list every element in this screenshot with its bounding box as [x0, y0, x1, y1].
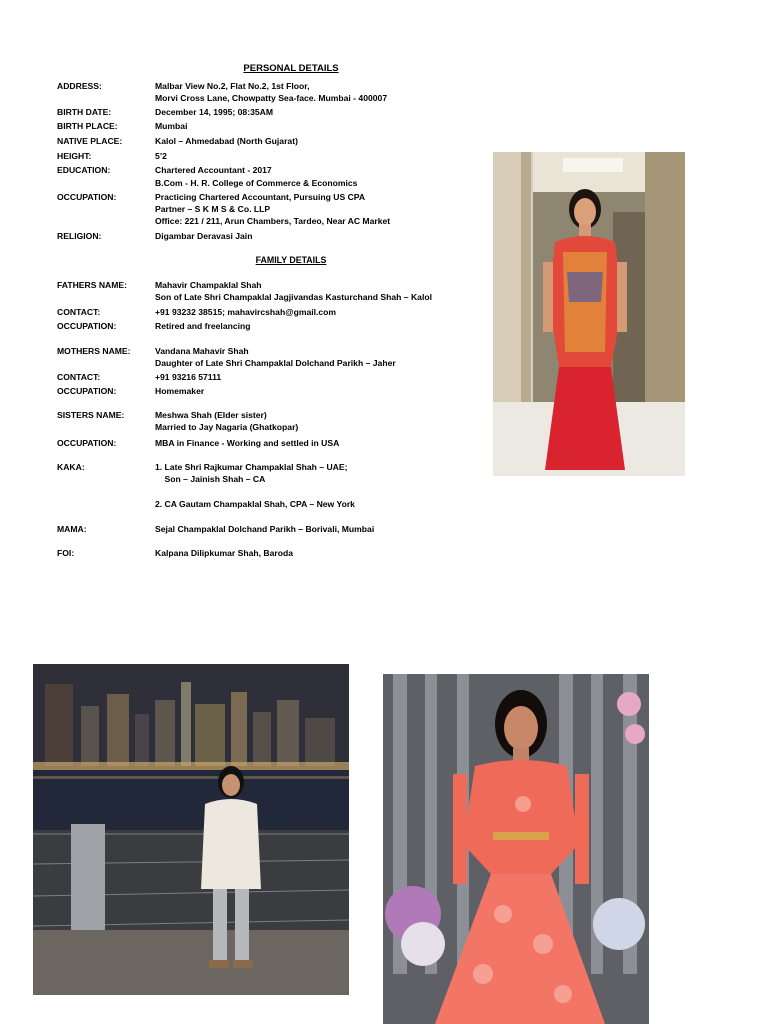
mother-occupation-value: Homemaker [155, 386, 205, 396]
father-lineage: Son of Late Shri Champaklal Jagjivandas Kasturchand Shah – Kalol [155, 292, 432, 302]
foi-value: Kalpana Dilipkumar Shah, Baroda [155, 548, 294, 558]
birth-place-value: Mumbai [155, 121, 188, 131]
birth-date-label: BIRTH DATE: [57, 107, 112, 117]
mother-occupation-label: OCCUPATION: [57, 386, 117, 396]
religion-label: RELIGION: [57, 231, 102, 241]
birth-place-label: BIRTH PLACE: [57, 121, 118, 131]
skyline-photo [33, 664, 349, 995]
father-name: Mahavir Champaklal Shah [155, 280, 262, 290]
address-label: ADDRESS: [57, 81, 102, 91]
portrait-photo-floral [383, 674, 649, 1024]
occupation-line-3: Office: 221 / 211, Arun Chambers, Tardeo, Near AC Market [155, 216, 391, 226]
father-contact-label: CONTACT: [57, 307, 101, 317]
portrait-photo-indoor [493, 152, 685, 476]
religion-value: Digambar Deravasi Jain [155, 231, 253, 241]
education-line-1: Chartered Accountant - 2017 [155, 165, 272, 175]
height-label: HEIGHT: [57, 151, 92, 161]
sister-married: Married to Jay Nagaria (Ghatkopar) [155, 422, 299, 432]
personal-details-title: PERSONAL DETAILS [243, 63, 339, 74]
mama-label: MAMA: [57, 524, 87, 534]
kaka-line-3: 2. CA Gautam Champaklal Shah, CPA – New York [155, 499, 355, 509]
mother-contact-label: CONTACT: [57, 372, 101, 382]
father-occupation-label: OCCUPATION: [57, 321, 117, 331]
kaka-label: KAKA: [57, 462, 85, 472]
father-contact-value: +91 93232 38515; mahavircshah@gmail.com [155, 307, 337, 317]
mother-label: MOTHERS NAME: [57, 346, 131, 356]
sister-name: Meshwa Shah (Elder sister) [155, 410, 267, 420]
mama-value: Sejal Champaklal Dolchand Parikh – Borivali, Mumbai [155, 524, 375, 534]
education-label: EDUCATION: [57, 165, 111, 175]
occupation-line-2: Partner – S K M S & Co. LLP [155, 204, 271, 214]
address-line-1: Malbar View No.2, Flat No.2, 1st Floor, [155, 81, 310, 91]
mother-lineage: Daughter of Late Shri Champaklal Dolchand Parikh – Jaher [155, 358, 396, 368]
sister-occupation-label: OCCUPATION: [57, 438, 117, 448]
kaka-line-1: 1. Late Shri Rajkumar Champaklal Shah – UAE; [155, 462, 348, 472]
kaka-line-2: Son – Jainish Shah – CA [155, 474, 266, 484]
native-place-label: NATIVE PLACE: [57, 136, 123, 146]
birth-date-value: December 14, 1995; 08:35AM [155, 107, 273, 117]
height-value: 5’2 [155, 151, 167, 161]
native-place-value: Kalol – Ahmedabad (North Gujarat) [155, 136, 298, 146]
occupation-line-1: Practicing Chartered Accountant, Pursuing US CPA [155, 192, 366, 202]
sister-label: SISTERS NAME: [57, 410, 125, 420]
mother-contact-value: +91 93216 57111 [155, 372, 222, 382]
occupation-label: OCCUPATION: [57, 192, 117, 202]
father-occupation-value: Retired and freelancing [155, 321, 251, 331]
sister-occupation-value: MBA in Finance - Working and settled in USA [155, 438, 340, 448]
address-line-2: Morvi Cross Lane, Chowpatty Sea-face. Mumbai - 400007 [155, 93, 388, 103]
foi-label: FOI: [57, 548, 75, 558]
father-label: FATHERS NAME: [57, 280, 128, 290]
family-details-title: FAMILY DETAILS [255, 255, 327, 265]
mother-name: Vandana Mahavir Shah [155, 346, 249, 356]
education-line-2: B.Com - H. R. College of Commerce & Economics [155, 178, 358, 188]
